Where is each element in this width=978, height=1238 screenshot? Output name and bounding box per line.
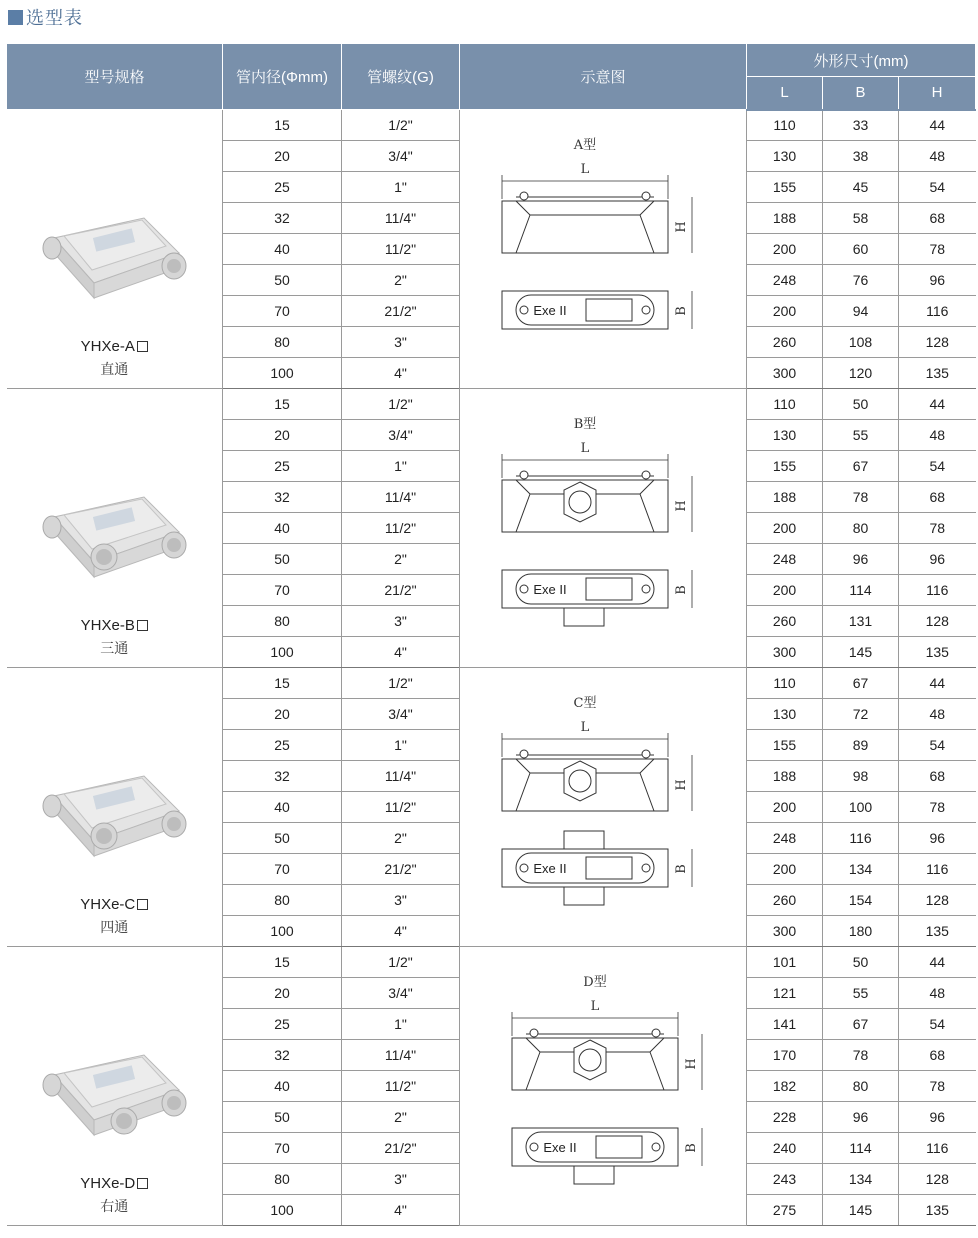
cell-B: 72	[823, 699, 899, 730]
cell-thread: 3/4"	[342, 141, 460, 172]
cell-L: 188	[747, 761, 823, 792]
model-name-text: YHXe-A	[80, 338, 135, 355]
cell-diameter: 20	[223, 699, 342, 730]
cell-L: 248	[747, 823, 823, 854]
cell-thread: 3"	[342, 885, 460, 916]
cell-L: 155	[747, 451, 823, 482]
cell-B: 114	[823, 1133, 899, 1164]
cell-B: 78	[823, 482, 899, 513]
cell-diameter: 40	[223, 234, 342, 265]
cell-H: 44	[899, 389, 976, 420]
cell-diameter: 20	[223, 420, 342, 451]
option-box-icon	[137, 620, 148, 631]
cell-thread: 4"	[342, 916, 460, 947]
cell-diameter: 100	[223, 637, 342, 668]
cell-H: 54	[899, 451, 976, 482]
header-dimensions: 外形尺寸(mm)	[747, 44, 976, 77]
cell-L: 228	[747, 1102, 823, 1133]
cell-H: 48	[899, 978, 976, 1009]
cell-H: 48	[899, 420, 976, 451]
cell-L: 248	[747, 265, 823, 296]
cell-L: 110	[747, 110, 823, 141]
header-L: L	[747, 77, 823, 110]
cell-H: 68	[899, 1040, 976, 1071]
cell-L: 130	[747, 699, 823, 730]
cell-diameter: 25	[223, 730, 342, 761]
header-thread: 管螺纹(G)	[342, 44, 460, 110]
cell-thread: 3"	[342, 606, 460, 637]
cell-H: 135	[899, 1195, 976, 1226]
cell-diameter: 32	[223, 1040, 342, 1071]
cell-diameter: 32	[223, 761, 342, 792]
cell-L: 200	[747, 296, 823, 327]
cell-L: 300	[747, 358, 823, 389]
cell-L: 110	[747, 668, 823, 699]
dim-B-label: B	[674, 306, 689, 316]
dim-B-label: B	[674, 585, 689, 595]
cell-L: 260	[747, 606, 823, 637]
cell-L: 248	[747, 544, 823, 575]
cell-thread: 2"	[342, 823, 460, 854]
model-name	[81, 338, 148, 355]
model-cell	[7, 947, 223, 1226]
cell-thread: 3"	[342, 327, 460, 358]
diagram-type-label: A型	[573, 138, 597, 153]
option-box-icon	[137, 1178, 148, 1189]
cell-H: 116	[899, 575, 976, 606]
cell-B: 131	[823, 606, 899, 637]
model-cell	[7, 110, 223, 389]
cell-B: 45	[823, 172, 899, 203]
cell-L: 200	[747, 575, 823, 606]
cell-H: 78	[899, 234, 976, 265]
cell-H: 68	[899, 482, 976, 513]
header-diagram: 示意图	[460, 44, 747, 110]
cell-B: 134	[823, 1164, 899, 1195]
product-photo-icon	[34, 1045, 194, 1145]
exe-mark-label: Exe II	[543, 1140, 577, 1155]
cell-H: 128	[899, 1164, 976, 1195]
model-type: 三通	[100, 640, 129, 656]
cell-thread: 11/4"	[342, 1040, 460, 1071]
model-name-text: YHXe-C	[80, 896, 136, 913]
cell-L: 243	[747, 1164, 823, 1195]
cell-thread: 21/2"	[342, 854, 460, 885]
cell-thread: 4"	[342, 1195, 460, 1226]
drawing-icon	[460, 669, 746, 945]
cell-B: 80	[823, 513, 899, 544]
cell-diameter: 15	[223, 389, 342, 420]
cell-L: 101	[747, 947, 823, 978]
cell-B: 33	[823, 110, 899, 141]
table-row	[7, 668, 976, 699]
cell-H: 54	[899, 172, 976, 203]
cell-diameter: 32	[223, 482, 342, 513]
cell-L: 130	[747, 141, 823, 172]
cell-B: 108	[823, 327, 899, 358]
cell-thread: 1/2"	[342, 110, 460, 141]
cell-diameter: 100	[223, 916, 342, 947]
cell-B: 116	[823, 823, 899, 854]
cell-diameter: 15	[223, 668, 342, 699]
cell-L: 260	[747, 885, 823, 916]
cell-thread: 21/2"	[342, 1133, 460, 1164]
option-box-icon	[137, 899, 148, 910]
section-title-text: 选型表	[26, 8, 83, 28]
dim-B-label: B	[684, 1143, 699, 1153]
cell-diameter: 25	[223, 1009, 342, 1040]
cell-H: 135	[899, 358, 976, 389]
dim-H-label: H	[674, 500, 689, 512]
cell-thread: 11/2"	[342, 234, 460, 265]
cell-H: 116	[899, 296, 976, 327]
cell-thread: 1/2"	[342, 668, 460, 699]
drawing-icon	[460, 390, 746, 666]
cell-H: 78	[899, 1071, 976, 1102]
cell-L: 200	[747, 234, 823, 265]
cell-H: 44	[899, 110, 976, 141]
cell-diameter: 100	[223, 1195, 342, 1226]
product-photo-icon	[34, 766, 194, 866]
cell-B: 145	[823, 1195, 899, 1226]
model-name-text: YHXe-B	[80, 617, 135, 634]
cell-thread: 2"	[342, 1102, 460, 1133]
drawing-icon	[460, 948, 746, 1224]
header-B: B	[823, 77, 899, 110]
cell-L: 200	[747, 854, 823, 885]
cell-B: 50	[823, 389, 899, 420]
cell-diameter: 20	[223, 141, 342, 172]
cell-B: 96	[823, 544, 899, 575]
cell-thread: 11/4"	[342, 482, 460, 513]
cell-B: 78	[823, 1040, 899, 1071]
cell-thread: 1/2"	[342, 389, 460, 420]
cell-B: 38	[823, 141, 899, 172]
cell-B: 80	[823, 1071, 899, 1102]
table-body	[7, 110, 976, 1226]
cell-thread: 3/4"	[342, 978, 460, 1009]
cell-diameter: 80	[223, 1164, 342, 1195]
cell-thread: 4"	[342, 637, 460, 668]
cell-thread: 1/2"	[342, 947, 460, 978]
cell-B: 134	[823, 854, 899, 885]
header-inner-diameter: 管内径(Φmm)	[223, 44, 342, 110]
dim-L-label: L	[580, 720, 590, 735]
cell-L: 182	[747, 1071, 823, 1102]
cell-H: 135	[899, 637, 976, 668]
cell-H: 116	[899, 1133, 976, 1164]
table-row	[7, 947, 976, 978]
model-name	[80, 896, 148, 913]
cell-H: 128	[899, 885, 976, 916]
cell-diameter: 15	[223, 947, 342, 978]
cell-L: 188	[747, 203, 823, 234]
model-type: 右通	[100, 1198, 129, 1214]
cell-B: 114	[823, 575, 899, 606]
cell-L: 275	[747, 1195, 823, 1226]
title-marker-icon	[8, 10, 23, 25]
selection-table	[6, 43, 976, 1226]
cell-H: 68	[899, 203, 976, 234]
cell-diameter: 40	[223, 792, 342, 823]
diagram-cell	[460, 110, 747, 389]
cell-H: 68	[899, 761, 976, 792]
cell-diameter: 25	[223, 451, 342, 482]
cell-B: 96	[823, 1102, 899, 1133]
cell-B: 180	[823, 916, 899, 947]
cell-L: 155	[747, 730, 823, 761]
cell-H: 96	[899, 544, 976, 575]
dim-L-label: L	[580, 441, 590, 456]
table-row	[7, 389, 976, 420]
cell-H: 96	[899, 265, 976, 296]
model-name	[80, 1175, 148, 1192]
cell-B: 100	[823, 792, 899, 823]
cell-L: 200	[747, 792, 823, 823]
cell-B: 67	[823, 1009, 899, 1040]
diagram-cell	[460, 668, 747, 947]
cell-H: 96	[899, 1102, 976, 1133]
header-model: 型号规格	[7, 44, 223, 110]
cell-diameter: 80	[223, 885, 342, 916]
cell-B: 58	[823, 203, 899, 234]
cell-H: 54	[899, 1009, 976, 1040]
diagram-type-label: C型	[573, 696, 597, 711]
cell-B: 154	[823, 885, 899, 916]
cell-H: 78	[899, 513, 976, 544]
cell-L: 260	[747, 327, 823, 358]
cell-B: 120	[823, 358, 899, 389]
cell-L: 240	[747, 1133, 823, 1164]
cell-L: 141	[747, 1009, 823, 1040]
cell-diameter: 25	[223, 172, 342, 203]
section-title	[8, 5, 83, 29]
cell-thread: 11/2"	[342, 1071, 460, 1102]
cell-H: 78	[899, 792, 976, 823]
cell-H: 128	[899, 327, 976, 358]
cell-diameter: 40	[223, 513, 342, 544]
dim-L-label: L	[590, 999, 600, 1014]
cell-diameter: 50	[223, 544, 342, 575]
cell-thread: 2"	[342, 544, 460, 575]
dim-H-label: H	[684, 1058, 699, 1070]
cell-B: 145	[823, 637, 899, 668]
cell-H: 44	[899, 947, 976, 978]
diagram-cell	[460, 389, 747, 668]
cell-diameter: 20	[223, 978, 342, 1009]
cell-diameter: 70	[223, 296, 342, 327]
cell-H: 96	[899, 823, 976, 854]
dim-H-label: H	[674, 221, 689, 233]
cell-diameter: 70	[223, 1133, 342, 1164]
exe-mark-label: Exe II	[533, 582, 567, 597]
cell-H: 54	[899, 730, 976, 761]
cell-thread: 11/2"	[342, 792, 460, 823]
cell-B: 94	[823, 296, 899, 327]
cell-diameter: 32	[223, 203, 342, 234]
cell-H: 128	[899, 606, 976, 637]
cell-L: 130	[747, 420, 823, 451]
cell-thread: 3/4"	[342, 699, 460, 730]
cell-thread: 21/2"	[342, 575, 460, 606]
model-type: 四通	[100, 919, 129, 935]
cell-H: 48	[899, 141, 976, 172]
cell-H: 116	[899, 854, 976, 885]
cell-L: 300	[747, 637, 823, 668]
diagram-type-label: B型	[573, 417, 597, 432]
model-name	[81, 617, 148, 634]
cell-thread: 1"	[342, 1009, 460, 1040]
exe-mark-label: Exe II	[533, 303, 567, 318]
model-cell	[7, 668, 223, 947]
cell-H: 48	[899, 699, 976, 730]
cell-B: 50	[823, 947, 899, 978]
cell-thread: 2"	[342, 265, 460, 296]
product-photo-icon	[34, 487, 194, 587]
model-type: 直通	[100, 361, 129, 377]
cell-thread: 1"	[342, 172, 460, 203]
cell-diameter: 100	[223, 358, 342, 389]
cell-thread: 3/4"	[342, 420, 460, 451]
cell-diameter: 50	[223, 265, 342, 296]
option-box-icon	[137, 341, 148, 352]
cell-thread: 1"	[342, 451, 460, 482]
cell-diameter: 50	[223, 823, 342, 854]
cell-B: 55	[823, 978, 899, 1009]
dim-H-label: H	[674, 779, 689, 791]
model-name-text: YHXe-D	[80, 1175, 136, 1192]
cell-L: 110	[747, 389, 823, 420]
cell-thread: 1"	[342, 730, 460, 761]
drawing-icon	[460, 111, 746, 387]
cell-diameter: 80	[223, 327, 342, 358]
cell-thread: 11/4"	[342, 761, 460, 792]
cell-thread: 11/2"	[342, 513, 460, 544]
dim-L-label: L	[580, 162, 590, 177]
cell-L: 200	[747, 513, 823, 544]
cell-L: 170	[747, 1040, 823, 1071]
cell-H: 44	[899, 668, 976, 699]
product-photo-icon	[34, 208, 194, 308]
cell-B: 67	[823, 668, 899, 699]
cell-diameter: 70	[223, 854, 342, 885]
dim-B-label: B	[674, 864, 689, 874]
header-H: H	[899, 77, 976, 110]
diagram-type-label: D型	[583, 975, 607, 990]
cell-diameter: 50	[223, 1102, 342, 1133]
diagram-cell	[460, 947, 747, 1226]
cell-diameter: 40	[223, 1071, 342, 1102]
cell-L: 188	[747, 482, 823, 513]
cell-diameter: 80	[223, 606, 342, 637]
cell-thread: 3"	[342, 1164, 460, 1195]
cell-L: 300	[747, 916, 823, 947]
cell-thread: 11/4"	[342, 203, 460, 234]
cell-L: 121	[747, 978, 823, 1009]
cell-B: 89	[823, 730, 899, 761]
cell-B: 98	[823, 761, 899, 792]
cell-H: 135	[899, 916, 976, 947]
cell-thread: 4"	[342, 358, 460, 389]
cell-diameter: 15	[223, 110, 342, 141]
model-cell	[7, 389, 223, 668]
table-row	[7, 110, 976, 141]
cell-L: 155	[747, 172, 823, 203]
cell-diameter: 70	[223, 575, 342, 606]
cell-B: 60	[823, 234, 899, 265]
cell-B: 55	[823, 420, 899, 451]
cell-thread: 21/2"	[342, 296, 460, 327]
exe-mark-label: Exe II	[533, 861, 567, 876]
cell-B: 76	[823, 265, 899, 296]
cell-B: 67	[823, 451, 899, 482]
